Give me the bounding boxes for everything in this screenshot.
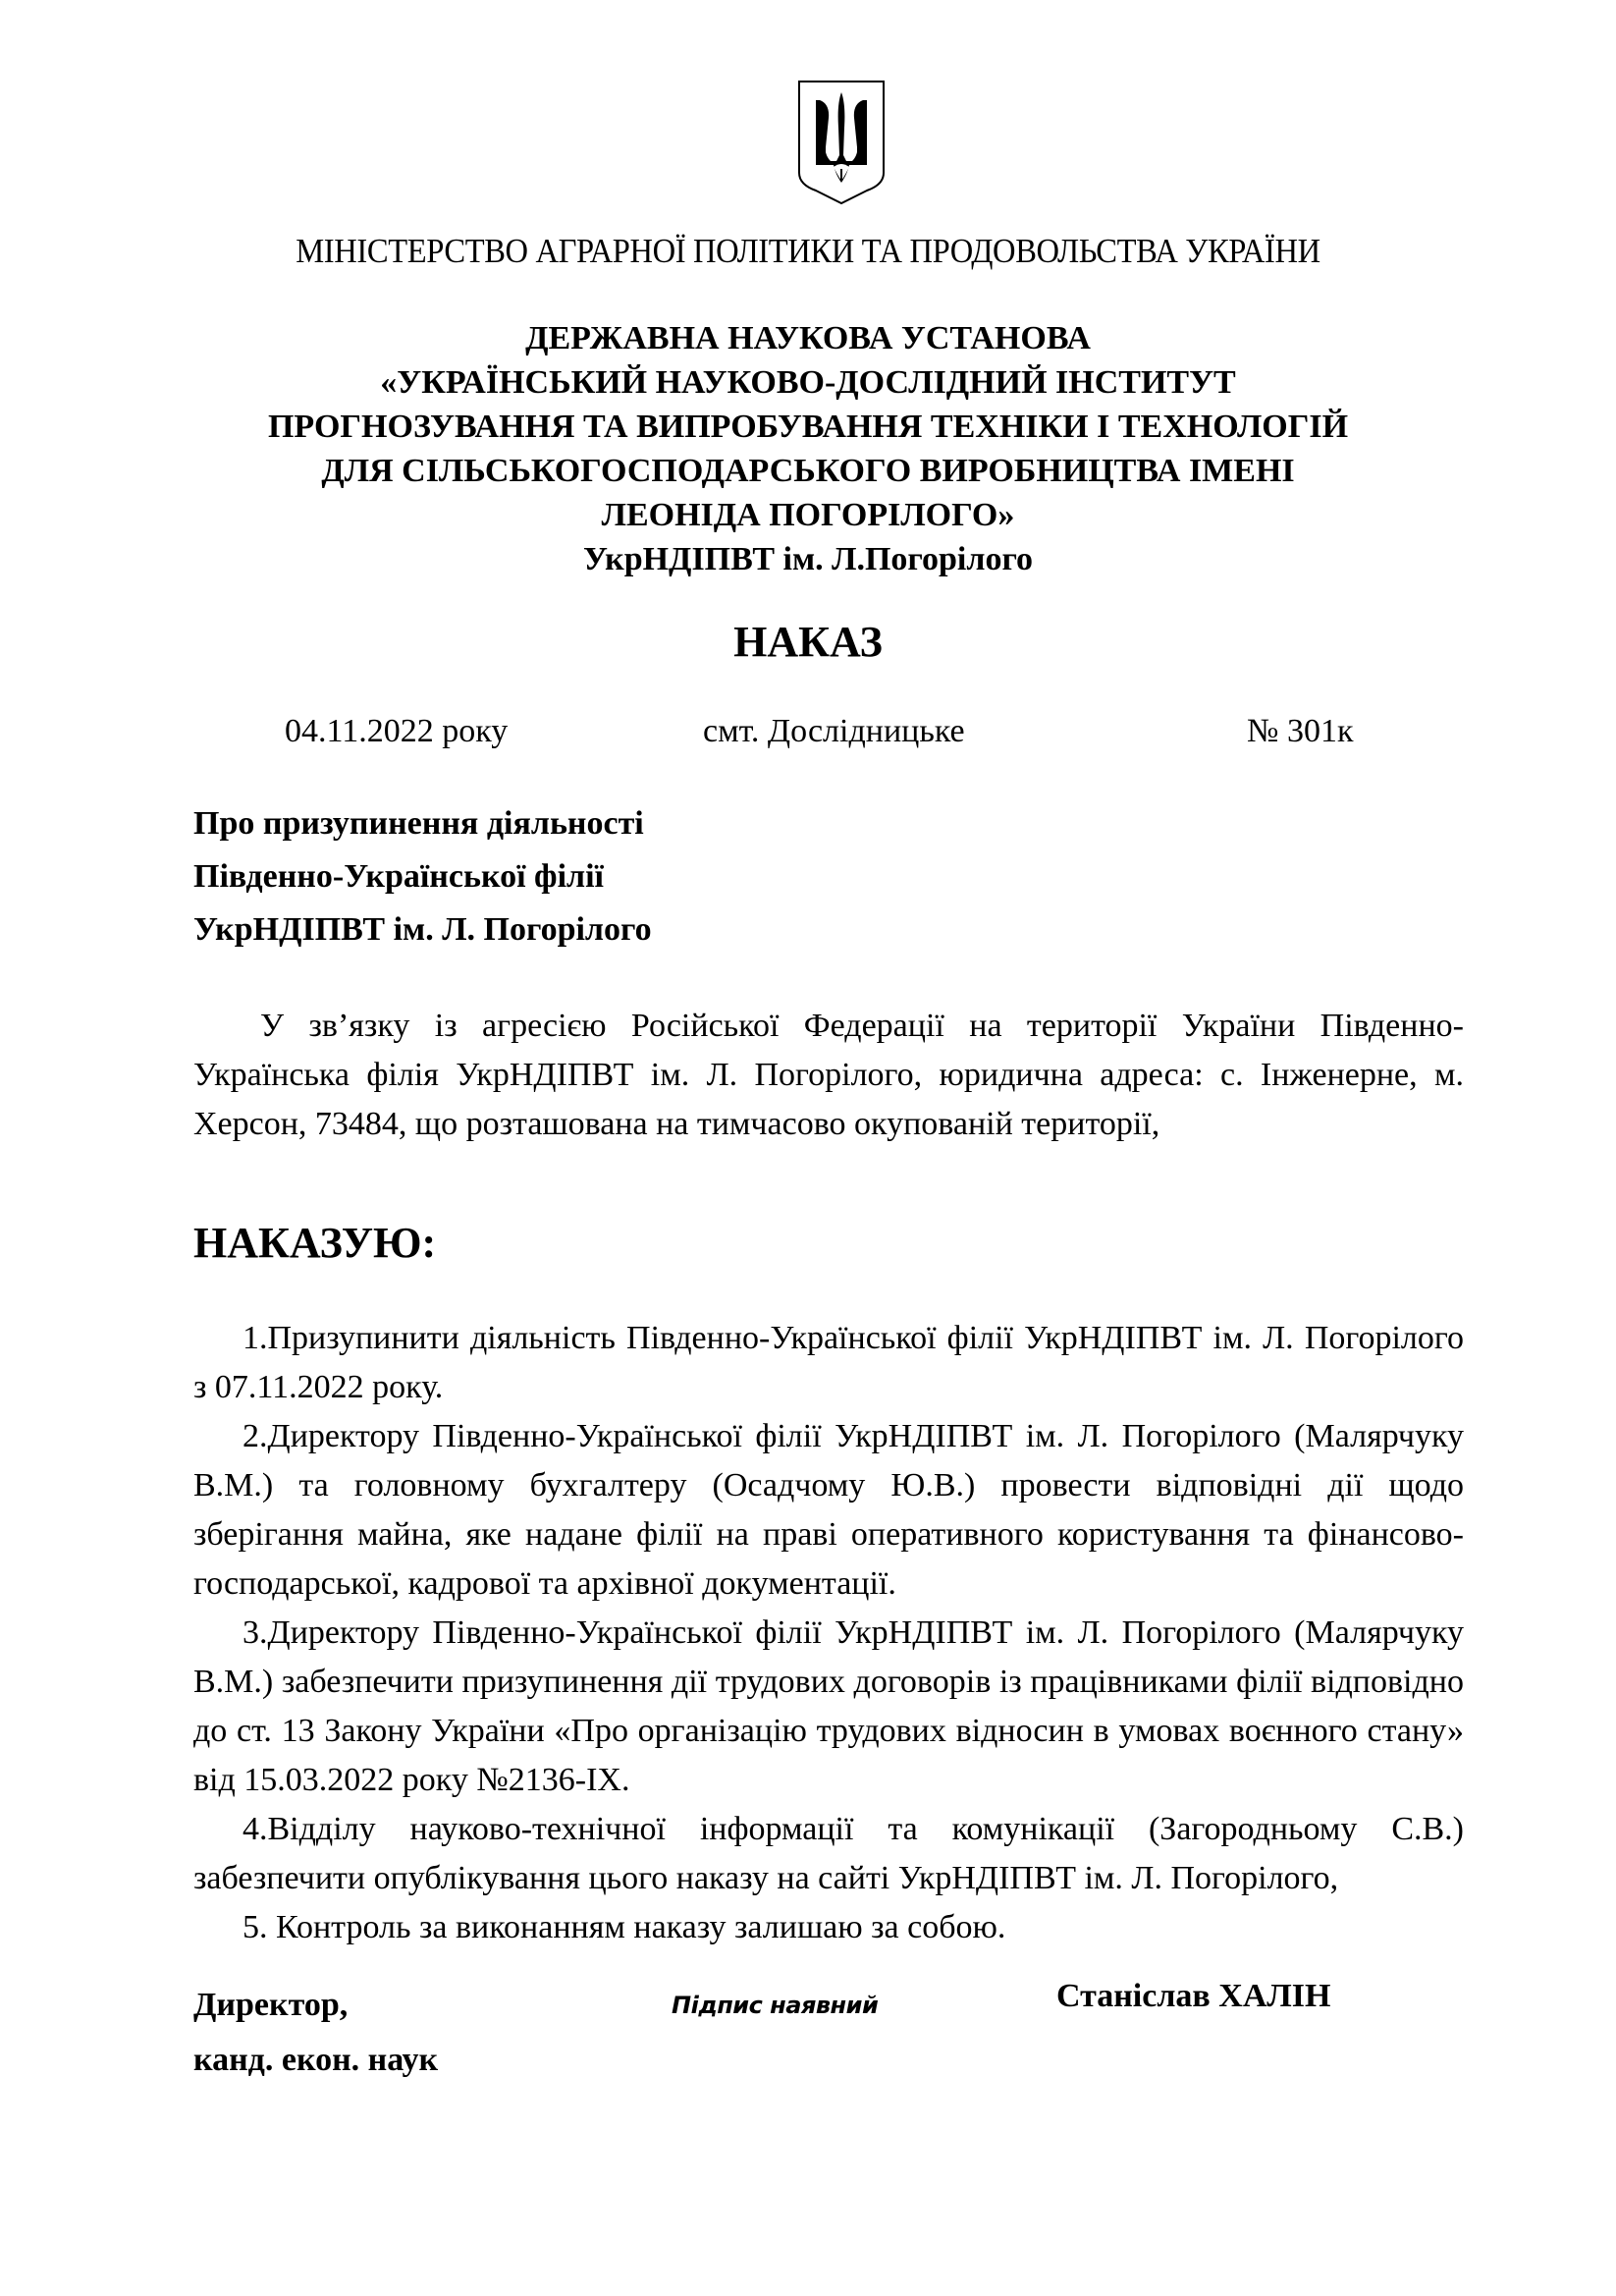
order-item-2: 2.Директору Південно-Української філії УкрНДІПВТ ім. Л. Погорілого (Малярчуку В.М.) та головному бухгалтеру (Осадчому Ю.В.) провести відповідні дії щодо зберігання майна, яке надане філії на праві оперативного користування та фінансово-господарської, кадрової та архівної документації.	[193, 1418, 1464, 1602]
order-subject	[193, 797, 652, 957]
signatory-title	[193, 1978, 438, 2088]
ministry-name: МІНІСТЕРСТВО АГРАРНОЇ ПОЛІТИКИ ТА ПРОДОВОЛЬСТВА УКРАЇНИ	[296, 232, 1320, 270]
order-place: смт. Дослідницьке	[703, 713, 965, 749]
document-type-title: НАКАЗ	[733, 618, 883, 666]
signature-note: Підпис наявний	[672, 1992, 879, 2019]
institution-abbreviation: УкрНДІПВТ ім. Л.Погорілого	[582, 541, 1034, 577]
order-number: № 301к	[1247, 713, 1354, 749]
order-date: 04.11.2022 року	[285, 713, 509, 749]
subject-line: Про призупинення діяльності	[193, 805, 644, 842]
order-item-5: 5. Контроль за виконанням наказу залишаю за собою.	[242, 1909, 1006, 1945]
institution-heading	[0, 316, 1616, 581]
order-item-3: 3.Директору Південно-Української філії УкрНДІПВТ ім. Л. Погорілого (Малярчуку В.М.) забезпечити призупинення дії трудових договорів із працівниками філії відповідно до ст. 13 Закону України «Про організацію трудових відносин в умовах воєнного стану» від 15.03.2022 року №2136-IX.	[193, 1614, 1464, 1798]
signatory-position: Директор,	[193, 1987, 349, 2023]
order-items	[193, 1314, 1464, 1952]
institution-line: ДЕРЖАВНА НАУКОВА УСТАНОВА	[525, 320, 1091, 356]
subject-line: УкрНДІПВТ ім. Л. Погорілого	[193, 911, 652, 948]
institution-line: «УКРАЇНСЬКИЙ НАУКОВО-ДОСЛІДНИЙ ІНСТИТУТ	[380, 364, 1236, 401]
institution-line: ПРОГНОЗУВАННЯ ТА ВИПРОБУВАННЯ ТЕХНІКИ І ТЕХНОЛОГІЙ	[267, 409, 1349, 445]
institution-line: ЛЕОНІДА ПОГОРІЛОГО»	[601, 497, 1015, 533]
subject-line: Південно-Української філії	[193, 858, 604, 895]
ordering-heading: НАКАЗУЮ:	[193, 1219, 437, 1267]
signatory-degree: канд. екон. наук	[193, 2042, 439, 2078]
preamble-paragraph: У зв’язку із агресією Російської Федерації на території України Південно-Українська філія УкрНДІПВТ ім. Л. Погорілого, юридична адреса: с. Інженерне, м. Херсон, 73484, що розташована на тимчасово окупованій території,	[193, 1008, 1464, 1142]
signatory-name: Станіслав ХАЛІН	[1056, 1978, 1331, 2014]
coat-of-arms-icon	[796, 79, 887, 206]
order-item-4: 4.Відділу науково-технічної інформації та комунікації (Загородньому С.В.) забезпечити опублікування цього наказу на сайті УкрНДІПВТ ім. Л. Погорілого,	[193, 1811, 1464, 1896]
order-item-1: 1.Призупинити діяльність Південно-Української філії УкрНДІПВТ ім. Л. Погорілого з 07.11.2022 року.	[193, 1320, 1464, 1405]
institution-line: ДЛЯ СІЛЬСЬКОГОСПОДАРСЬКОГО ВИРОБНИЦТВА ІМЕНІ	[321, 453, 1295, 489]
